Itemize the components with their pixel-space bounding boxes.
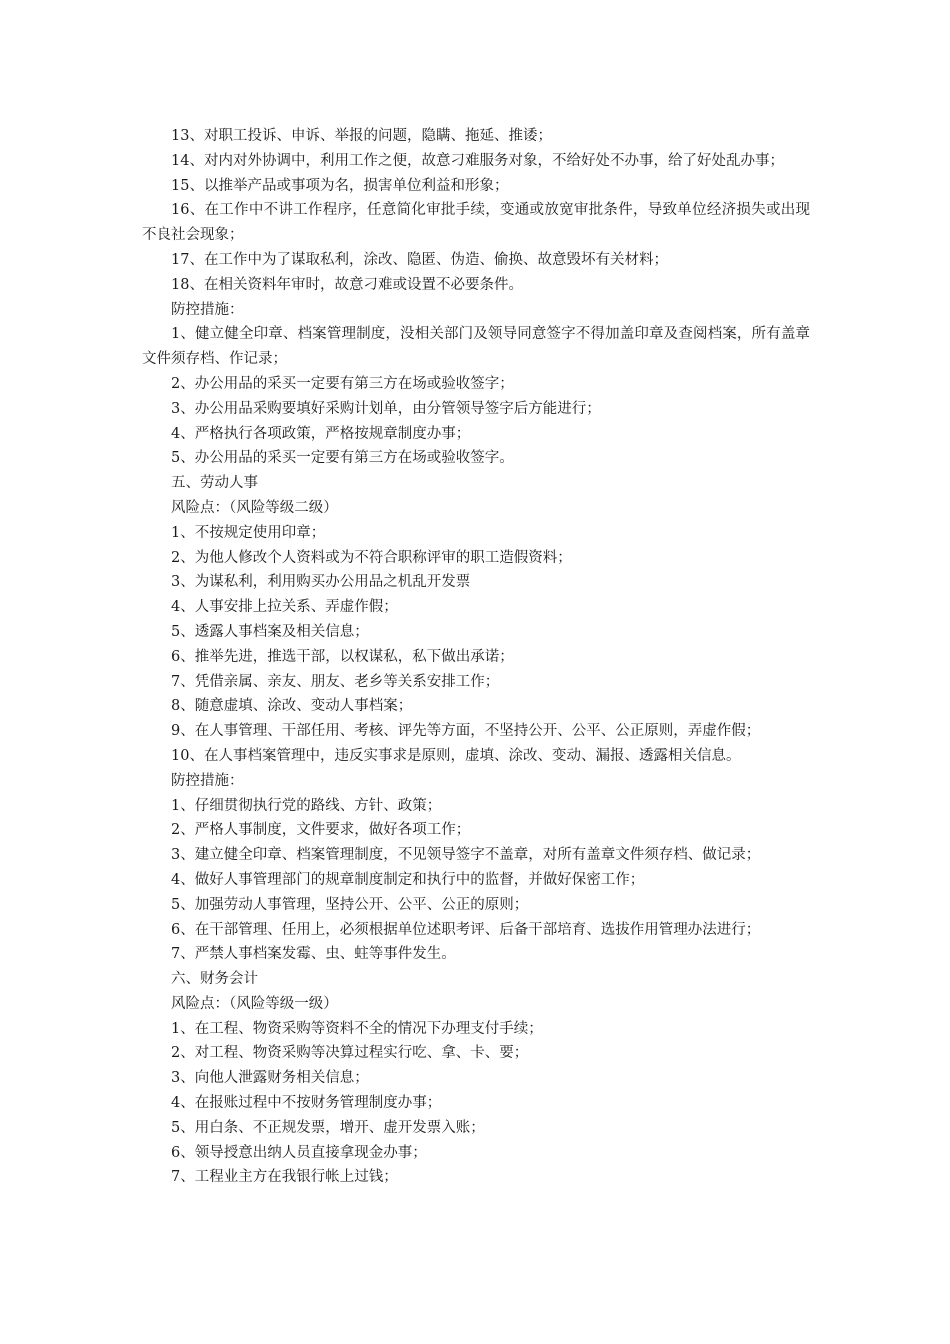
paragraph: 5、加强劳动人事管理，坚持公开、公平、公正的原则；: [171, 896, 529, 913]
paragraph: 2、严格人事制度，文件要求，做好各项工作；: [171, 822, 471, 839]
paragraph: 7、凭借亲属、亲友、朋友、老乡等关系安排工作；: [171, 673, 500, 690]
paragraph: 13、对职工投诉、申诉、举报的问题，隐瞒、拖延、推诿；: [171, 128, 552, 144]
paragraph: 2、办公用品的采买一定要有第三方在场或验收签字；: [171, 375, 514, 392]
paragraph: 17、在工作中为了谋取私利，涂改、隐匿、伪造、偷换、故意毁坏有关材料；: [171, 251, 668, 268]
paragraph: 15、以推举产品或事项为名，损害单位利益和形象；: [171, 177, 509, 194]
paragraph: 4、严格执行各项政策，严格按规章制度办事；: [171, 425, 471, 442]
paragraph: 8、随意虚填、涂改、变动人事档案；: [171, 698, 413, 715]
section-heading: 风险点：（风险等级一级）: [171, 995, 338, 1012]
section-heading: 六、财务会计: [171, 971, 258, 988]
section-heading: 风险点：（风险等级二级）: [171, 499, 338, 516]
paragraph: 6、在干部管理、任用上，必须根据单位述职考评、后备干部培育、选拔作用管理办法进行；: [171, 921, 761, 938]
paragraph: 5、用白条、不正规发票，增开、虚开发票入账；: [171, 1119, 485, 1136]
paragraph: 3、为谋私利，利用购买办公用品之机乱开发票: [171, 574, 471, 591]
paragraph: 1、健立健全印章、档案管理制度，没相关部门及领导同意签字不得加盖印章及查阅档案，所有盖章文件须存档、作记录；: [142, 326, 810, 368]
paragraph: 1、在工程、物资采购等资料不全的情况下办理支付手续；: [171, 1020, 543, 1037]
paragraph: 4、在报账过程中不按财务管理制度办事；: [171, 1095, 442, 1112]
section-heading: 五、劳动人事: [171, 475, 258, 492]
paragraph: 4、做好人事管理部门的规章制度制定和执行中的监督，并做好保密工作；: [171, 871, 645, 888]
paragraph: 9、在人事管理、干部任用、考核、评先等方面，不坚持公开、公平、公正原则，弄虚作假；: [171, 723, 761, 740]
paragraph: 5、透露人事档案及相关信息；: [171, 623, 369, 640]
section-heading: 防控措施：: [171, 772, 244, 789]
section-heading: 防控措施：: [171, 301, 244, 318]
paragraph: 5、办公用品的采买一定要有第三方在场或验收签字。: [171, 450, 514, 467]
paragraph: 1、不按规定使用印章；: [171, 524, 326, 541]
paragraph: 4、人事安排上拉关系、弄虚作假；: [171, 599, 398, 616]
paragraph: 18、在相关资料年审时，故意刁难或设置不必要条件。: [171, 276, 523, 293]
paragraph: 3、办公用品采购要填好采购计划单，由分管领导签字后方能进行；: [171, 400, 601, 417]
paragraph: 2、对工程、物资采购等决算过程实行吃、拿、卡、要；: [171, 1045, 529, 1062]
paragraph: 1、仔细贯彻执行党的路线、方针、政策；: [171, 797, 442, 814]
paragraph: 7、严禁人事档案发霉、虫、蛀等事件发生。: [171, 946, 456, 963]
paragraph: 6、领导授意出纳人员直接拿现金办事；: [171, 1144, 427, 1161]
paragraph: 16、在工作中不讲工作程序，任意简化审批手续，变通或放宽审批条件，导致单位经济损失或出现不良社会现象；: [142, 202, 810, 244]
paragraph: 3、建立健全印章、档案管理制度，不见领导签字不盖章，对所有盖章文件须存档、做记录；: [171, 847, 761, 864]
paragraph: 6、推举先进，推选干部，以权谋私，私下做出承诺；: [171, 648, 514, 665]
paragraph: 14、对内对外协调中，利用工作之便，故意刁难服务对象，不给好处不办事，给了好处乱办事；: [171, 152, 784, 169]
document-body: [142, 124, 810, 1190]
paragraph: 7、工程业主方在我银行帐上过钱；: [171, 1169, 398, 1186]
paragraph: 2、为他人修改个人资料或为不符合职称评审的职工造假资料；: [171, 549, 572, 566]
paragraph: 10、在人事档案管理中，违反实事求是原则，虚填、涂改、变动、漏报、透露相关信息。: [171, 747, 741, 764]
paragraph: 3、向他人泄露财务相关信息；: [171, 1070, 369, 1087]
